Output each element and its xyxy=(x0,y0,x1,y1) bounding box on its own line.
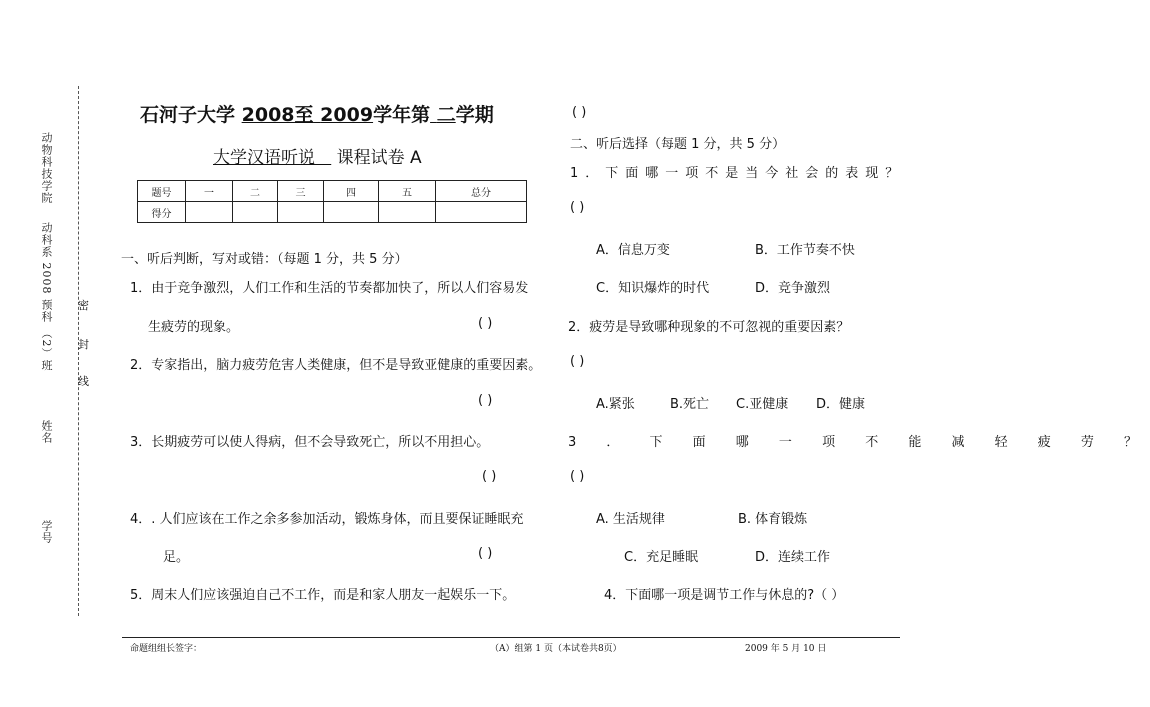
score-col-total: 总分 xyxy=(436,181,527,202)
score-col: 五 xyxy=(379,181,436,202)
part1-q3: 3．长期疲劳可以使人得病，但不会导致死亡，所以不用担心。 xyxy=(130,435,490,450)
part2-heading: 二、听后选择（每题 1 分，共 5 分） xyxy=(570,137,786,152)
score-table-header-row xyxy=(138,181,527,202)
term-word: 学期 xyxy=(455,104,494,126)
score-cell xyxy=(436,202,527,223)
part2-q3-option-a: A. 生活规律 xyxy=(596,512,665,527)
year-start: 2008 xyxy=(241,104,295,126)
year-end: 2009 xyxy=(320,104,374,126)
course-name: 大学汉语听说 xyxy=(213,148,315,168)
score-cell xyxy=(379,202,436,223)
school-name: 石河子大学 xyxy=(140,104,236,126)
part2-q3-option-c: C．充足睡眠 xyxy=(624,550,699,565)
footer-rule xyxy=(122,637,900,638)
footer-signature-label: 命题组组长签字： xyxy=(130,644,203,654)
part2-q4: 4．下面哪一项是调节工作与休息的?（ ） xyxy=(604,588,845,603)
score-table xyxy=(137,180,527,223)
exam-title xyxy=(140,100,494,127)
score-cell xyxy=(324,202,379,223)
part2-top-answer: ( ) xyxy=(572,105,587,120)
seal-char-2: 封 xyxy=(78,338,89,351)
year-word: 学年第 xyxy=(373,104,431,126)
part2-q2: 2．疲劳是导致哪种现象的不可忽视的重要因素？ xyxy=(568,320,850,335)
part2-q2-option-b: B.死亡 xyxy=(670,397,710,412)
part2-q2-option-a: A.紧张 xyxy=(596,397,635,412)
part1-q1-line1: 1．由于竞争激烈，人们工作和生活的节奏都加快了，所以人们容易发 xyxy=(130,281,529,296)
part1-q4-answer: ( ) xyxy=(478,546,493,561)
part2-q1-option-c: C．知识爆炸的时代 xyxy=(596,281,710,296)
part1-q2-answer: ( ) xyxy=(478,393,493,408)
part1-q1-answer: ( ) xyxy=(478,316,493,331)
term: 二 xyxy=(436,104,456,126)
part2-q1: 1．下面哪一项不是当今社会的表现？ xyxy=(570,166,906,181)
side-id-label: 学号 xyxy=(40,520,53,544)
part1-q2: 2．专家指出，脑力疲劳危害人类健康，但不是导致亚健康的重要因素。 xyxy=(130,358,542,373)
part1-q4-line1: 4．. 人们应该在工作之余多参加活动，锻炼身体，而且要保证睡眠充 xyxy=(130,512,524,527)
side-college: 动物科技学院 xyxy=(40,132,53,204)
exam-paper: 课程试卷 A xyxy=(336,148,422,168)
part2-q2-option-c: C.亚健康 xyxy=(736,397,789,412)
part2-q3-answer: ( ) xyxy=(570,469,585,484)
seal-char-1: 密 xyxy=(78,299,89,312)
score-cell xyxy=(186,202,233,223)
part2-q3-option-d: D．连续工作 xyxy=(755,550,831,565)
part2-q1-option-b: B．工作节奏不快 xyxy=(755,243,855,258)
part2-q2-option-d: D．健康 xyxy=(816,397,866,412)
score-table-score-row xyxy=(138,202,527,223)
part2-q1-option-d: D．竞争激烈 xyxy=(755,281,831,296)
part1-q3-answer: ( ) xyxy=(482,469,497,484)
part2-q2-answer: ( ) xyxy=(570,354,585,369)
score-table-row-label: 题号 xyxy=(138,181,186,202)
score-col: 一 xyxy=(186,181,233,202)
part2-q3: 3 ． 下 面 哪 一 项 不 能 减 轻 疲 劳 ？ xyxy=(568,435,1150,450)
score-table-row-label: 得分 xyxy=(138,202,186,223)
part2-q1-answer: ( ) xyxy=(570,200,585,215)
footer-page-info: （A）组第 1 页（本试卷共8页） xyxy=(490,644,622,654)
seal-char-3: 线 xyxy=(78,375,89,388)
exam-subtitle xyxy=(213,143,422,168)
footer-date: 2009 年 5 月 10 日 xyxy=(745,644,827,654)
score-cell xyxy=(233,202,278,223)
part1-q5: 5．周末人们应该强迫自己不工作，而是和家人朋友一起娱乐一下。 xyxy=(130,588,516,603)
score-col: 二 xyxy=(233,181,278,202)
side-class: 动科系 2008 预科 （2）班 xyxy=(40,222,53,372)
part2-q3-option-b: B. 体育锻炼 xyxy=(738,512,808,527)
part1-q4-line2: 足。 xyxy=(163,550,190,565)
part1-heading: 一、听后判断，写对或错：（每题 1 分，共 5 分） xyxy=(121,252,408,267)
part2-q1-option-a: A．信息万变 xyxy=(596,243,670,258)
score-col: 四 xyxy=(324,181,379,202)
side-name-label: 姓名 xyxy=(40,420,53,444)
score-cell xyxy=(278,202,324,223)
part1-q1-line2: 生疲劳的现象。 xyxy=(148,320,240,335)
score-col: 三 xyxy=(278,181,324,202)
year-to: 至 xyxy=(294,104,314,126)
